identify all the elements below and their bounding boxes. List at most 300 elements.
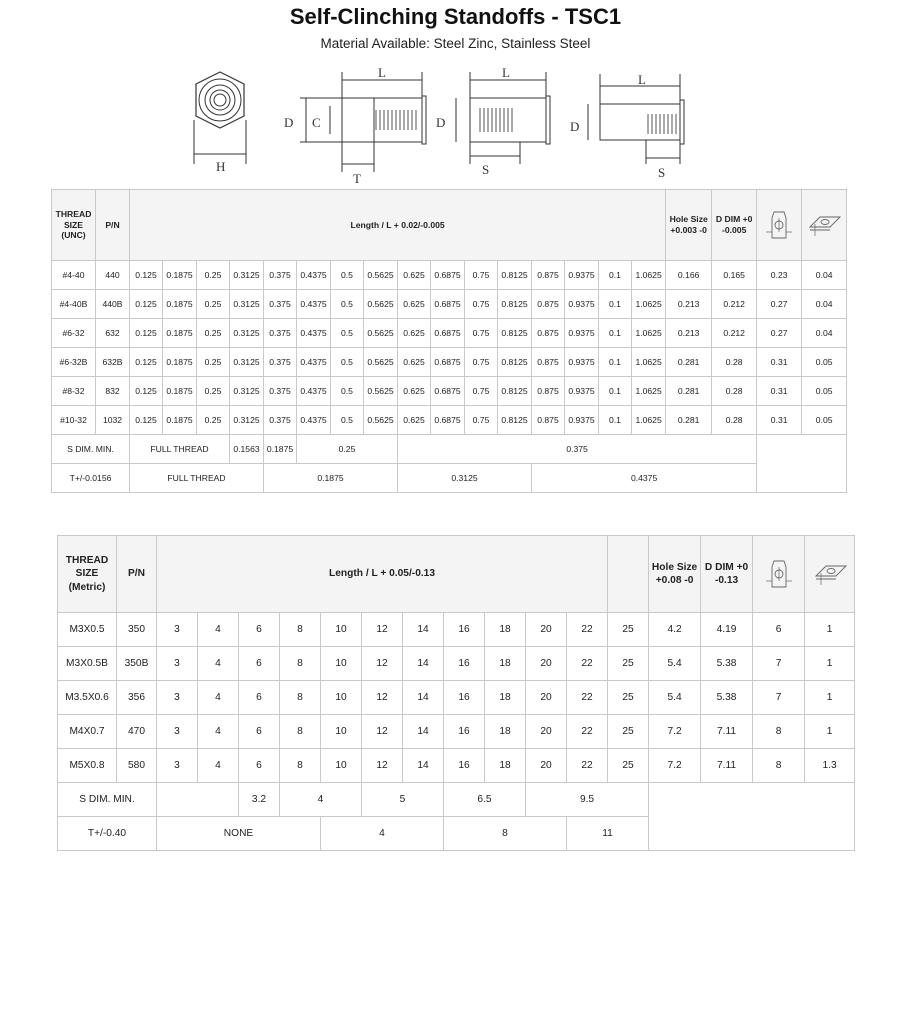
pn-cell: 440	[96, 261, 130, 290]
length-cell: 20	[526, 749, 567, 783]
length-cell: 0.75	[465, 348, 498, 377]
length-cell: 0.5625	[364, 319, 398, 348]
header-pn: P/N	[96, 190, 130, 261]
length-cell: 0.4375	[297, 377, 331, 406]
s-dim-label: S DIM. MIN.	[58, 783, 157, 817]
svg-text:S: S	[658, 165, 666, 180]
d-dim-cell: 0.28	[712, 377, 757, 406]
length-cell: 12	[362, 613, 403, 647]
short-threaded-standoff-icon	[570, 72, 684, 180]
sheet-thickness-cell: 0.23	[757, 261, 802, 290]
standoff-technical-drawing	[180, 64, 700, 186]
table-row	[52, 261, 847, 290]
length-cell: 0.125	[130, 319, 163, 348]
svg-text:T: T	[353, 171, 361, 186]
length-cell: 10	[321, 647, 362, 681]
s-dim-value: 9.5	[526, 783, 649, 817]
length-cell: 10	[321, 715, 362, 749]
length-cell: 0.8125	[498, 406, 532, 435]
pn-cell: 350B	[117, 647, 157, 681]
hole-size-cell: 0.281	[666, 377, 712, 406]
length-cell: 0.3125	[230, 290, 264, 319]
header-thread-size: THREAD SIZE (Metric)	[58, 536, 117, 613]
length-cell: 10	[321, 613, 362, 647]
page-subtitle: Material Available: Steel Zinc, Stainless Steel	[320, 36, 591, 51]
length-cell: 0.1	[599, 261, 632, 290]
length-cell: 0.375	[264, 319, 297, 348]
length-cell: 3	[157, 749, 198, 783]
length-cell: 12	[362, 749, 403, 783]
length-cell: 0.9375	[565, 261, 599, 290]
length-cell: 4	[198, 681, 239, 715]
length-cell: 0.1	[599, 377, 632, 406]
length-cell: 16	[444, 715, 485, 749]
length-cell: 12	[362, 647, 403, 681]
length-cell: 25	[608, 613, 649, 647]
header-hole-size: Hole Size +0.08 -0	[649, 536, 701, 613]
svg-text:D: D	[284, 115, 294, 130]
length-cell: 0.3125	[230, 377, 264, 406]
length-cell: 0.625	[398, 261, 431, 290]
s-dim-value: 5	[362, 783, 444, 817]
t-dim-value: 0.1875	[264, 464, 398, 493]
length-cell: 0.5	[331, 290, 364, 319]
length-cell: 0.25	[197, 377, 230, 406]
hole-size-cell: 0.213	[666, 290, 712, 319]
header-hole-size: Hole Size +0.003 -0	[666, 190, 712, 261]
length-cell: 0.1	[599, 290, 632, 319]
length-cell: 22	[567, 681, 608, 715]
thru-threaded-standoff-icon	[284, 65, 426, 186]
pn-cell: 1032	[96, 406, 130, 435]
length-cell: 25	[608, 715, 649, 749]
length-cell: 0.3125	[230, 319, 264, 348]
hole-size-cell: 7.2	[649, 749, 701, 783]
length-cell: 0.4375	[297, 290, 331, 319]
length-cell: 0.875	[532, 377, 565, 406]
length-cell: 20	[526, 647, 567, 681]
sheet-thickness-icon	[757, 190, 802, 261]
length-cell: 14	[403, 715, 444, 749]
length-cell: 0.5625	[364, 290, 398, 319]
s-dim-value: 0.25	[297, 435, 398, 464]
d-dim-cell: 0.212	[712, 290, 757, 319]
plate-cell: 0.05	[802, 377, 847, 406]
sheet-thickness-cell: 0.31	[757, 348, 802, 377]
length-cell: 0.8125	[498, 377, 532, 406]
length-cell: 0.1875	[163, 319, 197, 348]
s-dim-value: 0.1563	[230, 435, 264, 464]
sheet-thickness-cell: 0.31	[757, 406, 802, 435]
length-cell: 0.625	[398, 290, 431, 319]
sheet-thickness-cell: 8	[753, 749, 805, 783]
plate-cell: 1	[805, 613, 855, 647]
pn-cell: 632B	[96, 348, 130, 377]
length-cell: 22	[567, 613, 608, 647]
length-cell: 22	[567, 749, 608, 783]
t-dim-row	[52, 464, 847, 493]
length-cell: 0.4375	[297, 406, 331, 435]
s-dim-value: 0.1875	[264, 435, 297, 464]
length-cell: 16	[444, 681, 485, 715]
plate-cell: 1	[805, 647, 855, 681]
installation-plate-icon	[802, 190, 847, 261]
thread-size-cell: M3X0.5	[58, 613, 117, 647]
length-cell: 0.25	[197, 261, 230, 290]
length-cell: 3	[157, 613, 198, 647]
thread-size-cell: #4-40	[52, 261, 96, 290]
pn-cell: 632	[96, 319, 130, 348]
length-cell: 25	[608, 647, 649, 681]
s-dim-value: 0.375	[398, 435, 757, 464]
length-cell: 3	[157, 681, 198, 715]
length-cell: 6	[239, 681, 280, 715]
length-cell: 12	[362, 715, 403, 749]
length-cell: 0.6875	[431, 377, 465, 406]
d-dim-cell: 5.38	[701, 681, 753, 715]
hole-size-cell: 5.4	[649, 647, 701, 681]
table-row	[52, 290, 847, 319]
length-cell: 0.9375	[565, 348, 599, 377]
length-cell: 0.8125	[498, 348, 532, 377]
installation-plate-icon	[812, 560, 848, 588]
length-cell: 14	[403, 681, 444, 715]
hole-size-cell: 7.2	[649, 715, 701, 749]
length-cell: 0.8125	[498, 290, 532, 319]
length-cell: 8	[280, 613, 321, 647]
pn-cell: 356	[117, 681, 157, 715]
length-cell: 0.5625	[364, 406, 398, 435]
thread-size-cell: M3.5X0.6	[58, 681, 117, 715]
pn-cell: 832	[96, 377, 130, 406]
length-cell: 0.75	[465, 319, 498, 348]
length-cell: 0.3125	[230, 406, 264, 435]
length-cell: 0.5625	[364, 261, 398, 290]
s-dim-value: FULL THREAD	[130, 435, 230, 464]
length-cell: 8	[280, 749, 321, 783]
length-cell: 22	[567, 647, 608, 681]
t-dim-value: 0.3125	[398, 464, 532, 493]
plate-cell: 0.05	[802, 348, 847, 377]
t-dim-label: T+/-0.0156	[52, 464, 130, 493]
thread-size-cell: #8-32	[52, 377, 96, 406]
length-cell: 0.125	[130, 377, 163, 406]
d-dim-cell: 5.38	[701, 647, 753, 681]
length-cell: 0.1875	[163, 406, 197, 435]
length-cell: 0.125	[130, 406, 163, 435]
blank-cell	[757, 435, 847, 493]
pn-cell: 580	[117, 749, 157, 783]
length-cell: 12	[362, 681, 403, 715]
length-cell: 0.3125	[230, 348, 264, 377]
length-cell: 3	[157, 647, 198, 681]
plate-cell: 1	[805, 681, 855, 715]
table-header-row	[52, 190, 847, 261]
d-dim-cell: 0.165	[712, 261, 757, 290]
length-cell: 0.1	[599, 319, 632, 348]
length-cell: 0.75	[465, 261, 498, 290]
thread-size-cell: #6-32B	[52, 348, 96, 377]
s-dim-row	[52, 435, 847, 464]
length-cell: 4	[198, 749, 239, 783]
length-cell: 0.4375	[297, 319, 331, 348]
length-cell: 1.0625	[632, 406, 666, 435]
plate-cell: 0.04	[802, 319, 847, 348]
length-cell: 0.1875	[163, 290, 197, 319]
length-cell: 1.0625	[632, 348, 666, 377]
length-cell: 20	[526, 715, 567, 749]
sheet-thickness-icon	[764, 557, 794, 591]
s-dim-row	[58, 783, 855, 817]
length-cell: 0.6875	[431, 290, 465, 319]
dim-label-h: H	[216, 159, 226, 174]
length-cell: 0.625	[398, 406, 431, 435]
length-cell: 0.5	[331, 261, 364, 290]
length-cell: 0.5625	[364, 348, 398, 377]
length-cell: 0.875	[532, 406, 565, 435]
length-cell: 8	[280, 647, 321, 681]
length-cell: 0.125	[130, 348, 163, 377]
plate-cell: 0.04	[802, 290, 847, 319]
length-cell: 22	[567, 715, 608, 749]
s-dim-value: 3.2	[239, 783, 280, 817]
length-cell: 18	[485, 647, 526, 681]
metric-spec-table	[57, 535, 855, 851]
sheet-thickness-cell: 7	[753, 647, 805, 681]
length-cell: 0.1875	[163, 377, 197, 406]
length-cell: 0.625	[398, 319, 431, 348]
hex-standoff-top-view-icon	[194, 72, 246, 174]
length-cell: 3	[157, 715, 198, 749]
length-cell: 0.9375	[565, 377, 599, 406]
length-cell: 0.75	[465, 290, 498, 319]
header-pn: P/N	[117, 536, 157, 613]
length-cell: 25	[608, 681, 649, 715]
length-cell: 0.1	[599, 348, 632, 377]
table-row	[52, 406, 847, 435]
thread-size-cell: #4-40B	[52, 290, 96, 319]
svg-text:L: L	[502, 65, 510, 80]
header-length: Length / L + 0.02/-0.005	[130, 190, 666, 261]
svg-text:L: L	[638, 72, 646, 87]
length-cell: 0.4375	[297, 348, 331, 377]
blank-cell	[649, 783, 855, 851]
s-dim-value: 6.5	[444, 783, 526, 817]
length-cell: 0.25	[197, 348, 230, 377]
header-blank	[608, 536, 649, 613]
s-dim-value	[157, 783, 239, 817]
length-cell: 16	[444, 613, 485, 647]
sheet-thickness-cell: 8	[753, 715, 805, 749]
t-dim-label: T+/-0.40	[58, 817, 157, 851]
thread-size-cell: #10-32	[52, 406, 96, 435]
plate-cell: 1.3	[805, 749, 855, 783]
sheet-thickness-icon	[764, 208, 794, 242]
length-cell: 0.375	[264, 290, 297, 319]
table-row	[58, 681, 855, 715]
page-title: Self-Clinching Standoffs - TSC1	[289, 4, 622, 29]
length-cell: 0.9375	[565, 290, 599, 319]
length-cell: 8	[280, 715, 321, 749]
length-cell: 0.1	[599, 406, 632, 435]
hole-size-cell: 0.213	[666, 319, 712, 348]
length-cell: 20	[526, 613, 567, 647]
hole-size-cell: 5.4	[649, 681, 701, 715]
length-cell: 25	[608, 749, 649, 783]
blind-threaded-standoff-icon	[436, 65, 550, 177]
length-cell: 0.1875	[163, 261, 197, 290]
table-row	[58, 647, 855, 681]
length-cell: 0.4375	[297, 261, 331, 290]
t-dim-value: 0.4375	[532, 464, 757, 493]
hole-size-cell: 4.2	[649, 613, 701, 647]
length-cell: 1.0625	[632, 377, 666, 406]
unc-spec-table	[51, 189, 847, 493]
length-cell: 0.125	[130, 261, 163, 290]
plate-cell: 1	[805, 715, 855, 749]
length-cell: 0.375	[264, 261, 297, 290]
length-cell: 6	[239, 715, 280, 749]
length-cell: 18	[485, 749, 526, 783]
table-row	[58, 715, 855, 749]
length-cell: 0.5625	[364, 377, 398, 406]
d-dim-cell: 7.11	[701, 715, 753, 749]
length-cell: 18	[485, 613, 526, 647]
d-dim-cell: 0.28	[712, 348, 757, 377]
header-thread-size: THREAD SIZE (UNC)	[52, 190, 96, 261]
sheet-thickness-cell: 0.27	[757, 319, 802, 348]
length-cell: 0.3125	[230, 261, 264, 290]
length-cell: 0.9375	[565, 406, 599, 435]
d-dim-cell: 0.28	[712, 406, 757, 435]
length-cell: 4	[198, 613, 239, 647]
length-cell: 6	[239, 647, 280, 681]
length-cell: 16	[444, 749, 485, 783]
length-cell: 18	[485, 681, 526, 715]
length-cell: 20	[526, 681, 567, 715]
length-cell: 0.8125	[498, 319, 532, 348]
header-d-dim: D DIM +0 -0.005	[712, 190, 757, 261]
length-cell: 0.375	[264, 377, 297, 406]
length-cell: 0.25	[197, 406, 230, 435]
svg-text:L: L	[378, 65, 386, 80]
length-cell: 0.6875	[431, 261, 465, 290]
header-d-dim: D DIM +0 -0.13	[701, 536, 753, 613]
length-cell: 0.75	[465, 377, 498, 406]
plate-cell: 0.05	[802, 406, 847, 435]
length-cell: 14	[403, 647, 444, 681]
table-row	[58, 613, 855, 647]
length-cell: 0.625	[398, 377, 431, 406]
length-cell: 0.875	[532, 290, 565, 319]
length-cell: 0.875	[532, 348, 565, 377]
t-dim-value: FULL THREAD	[130, 464, 264, 493]
sheet-thickness-cell: 7	[753, 681, 805, 715]
table-header-row	[58, 536, 855, 613]
thread-size-cell: #6-32	[52, 319, 96, 348]
length-cell: 0.6875	[431, 319, 465, 348]
length-cell: 0.5	[331, 319, 364, 348]
t-dim-value: 11	[567, 817, 649, 851]
t-dim-value: NONE	[157, 817, 321, 851]
table-row	[52, 377, 847, 406]
table-row	[52, 348, 847, 377]
table-row	[52, 319, 847, 348]
svg-text:C: C	[312, 115, 321, 130]
length-cell: 0.25	[197, 290, 230, 319]
installation-plate-icon	[805, 536, 855, 613]
svg-text:D: D	[436, 115, 446, 130]
length-cell: 0.6875	[431, 348, 465, 377]
length-cell: 0.5	[331, 406, 364, 435]
length-cell: 18	[485, 715, 526, 749]
s-dim-value: 4	[280, 783, 362, 817]
length-cell: 0.125	[130, 290, 163, 319]
length-cell: 0.375	[264, 348, 297, 377]
header-length: Length / L + 0.05/-0.13	[157, 536, 608, 613]
svg-text:D: D	[570, 119, 580, 134]
length-cell: 8	[280, 681, 321, 715]
length-cell: 1.0625	[632, 261, 666, 290]
hole-size-cell: 0.166	[666, 261, 712, 290]
pn-cell: 440B	[96, 290, 130, 319]
t-dim-value: 8	[444, 817, 567, 851]
sheet-thickness-cell: 0.27	[757, 290, 802, 319]
sheet-thickness-cell: 0.31	[757, 377, 802, 406]
hole-size-cell: 0.281	[666, 348, 712, 377]
length-cell: 0.875	[532, 319, 565, 348]
plate-cell: 0.04	[802, 261, 847, 290]
length-cell: 0.625	[398, 348, 431, 377]
length-cell: 0.6875	[431, 406, 465, 435]
length-cell: 0.8125	[498, 261, 532, 290]
thread-size-cell: M5X0.8	[58, 749, 117, 783]
length-cell: 0.375	[264, 406, 297, 435]
length-cell: 0.9375	[565, 319, 599, 348]
length-cell: 0.75	[465, 406, 498, 435]
length-cell: 10	[321, 681, 362, 715]
length-cell: 0.1875	[163, 348, 197, 377]
length-cell: 14	[403, 749, 444, 783]
length-cell: 0.5	[331, 348, 364, 377]
d-dim-cell: 0.212	[712, 319, 757, 348]
length-cell: 0.25	[197, 319, 230, 348]
svg-text:S: S	[482, 162, 490, 177]
sheet-thickness-icon	[753, 536, 805, 613]
table-row	[58, 749, 855, 783]
pn-cell: 470	[117, 715, 157, 749]
length-cell: 4	[198, 715, 239, 749]
length-cell: 16	[444, 647, 485, 681]
length-cell: 6	[239, 749, 280, 783]
length-cell: 1.0625	[632, 319, 666, 348]
sheet-thickness-cell: 6	[753, 613, 805, 647]
pn-cell: 350	[117, 613, 157, 647]
t-dim-value: 4	[321, 817, 444, 851]
s-dim-label: S DIM. MIN.	[52, 435, 130, 464]
hole-size-cell: 0.281	[666, 406, 712, 435]
thread-size-cell: M3X0.5B	[58, 647, 117, 681]
installation-plate-icon	[806, 211, 842, 239]
length-cell: 4	[198, 647, 239, 681]
length-cell: 0.875	[532, 261, 565, 290]
length-cell: 0.5	[331, 377, 364, 406]
length-cell: 14	[403, 613, 444, 647]
thread-size-cell: M4X0.7	[58, 715, 117, 749]
length-cell: 1.0625	[632, 290, 666, 319]
d-dim-cell: 7.11	[701, 749, 753, 783]
length-cell: 6	[239, 613, 280, 647]
